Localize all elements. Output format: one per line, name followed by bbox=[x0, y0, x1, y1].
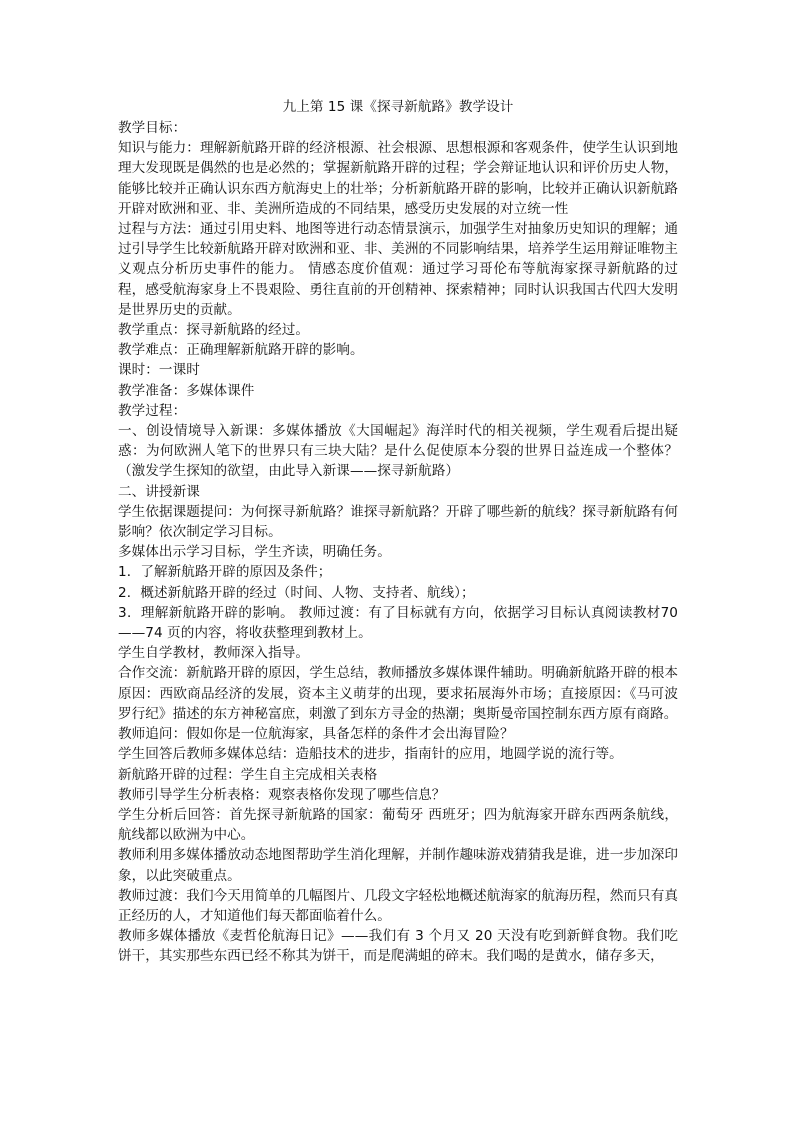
paragraph-cooperation: 合作交流：新航路开辟的原因，学生总结，教师播放多媒体课件辅助。明确新航路开辟的根本原因：西欧商品经济的发展，资本主义萌芽的出现，要求拓展海外市场；直接原因：《马可波罗行纪》描述的东方神秘富庶，刺激了到东方寻金的热潮；奥斯曼帝国控制东西方原有商路。 bbox=[118, 665, 678, 722]
paragraph-teacher-transition: 教师过渡：我们今天用简单的几幅图片、几段文字轻松地概述航海家的航海历程，然而只有真正经历的人，才知道他们每天都面临着什么。 bbox=[118, 887, 678, 924]
paragraph-teacher-question: 教师追问：假如你是一位航海家，具备怎样的条件才会出海冒险？ bbox=[118, 726, 514, 743]
paragraph-route-process: 新航路开辟的过程：学生自主完成相关表格 bbox=[118, 766, 378, 783]
paragraph-knowledge-ability: 知识与能力：理解新航路开辟的经济根源、社会根源、思想根源和客观条件，使学生认识到地理大发现既是偶然的也是必然的；掌握新航路开辟的过程；学会辩证地认识和评价历史人物，能够比较并正确认识东西方航海史上的壮举；分析新航路开辟的影响，比较并正确认识新航路开辟对欧洲和亚、非、美洲所造成的不同结果，感受历史发展的对立统一性 bbox=[118, 140, 678, 217]
list-item-3: 3．理解新航路开辟的影响。 教师过渡：有了目标就有方向，依据学习目标认真阅读教材70——74 页的内容，将收获整理到教材上。 bbox=[118, 604, 678, 642]
paragraph-key-point: 教学重点：探寻新航路的经过。 bbox=[118, 322, 310, 339]
paragraph-objectives-heading: 教学目标： bbox=[118, 120, 187, 136]
paragraph-preparation: 教学准备：多媒体课件 bbox=[118, 382, 255, 399]
paragraph-show-objectives: 多媒体出示学习目标，学生齐读，明确任务。 bbox=[118, 544, 391, 561]
paragraph-process-method: 过程与方法：通过引用史料、地图等进行动态情景演示，加强学生对抽象历史知识的理解；通过引导学生比较新航路开辟对欧洲和亚、非、美洲的不同影响结果，培养学生运用辩证唯物主义观点分析历史事件的能力。 情感态度价值观：通过学习哥伦布等航海家探寻新航路的过程，感受航海家身上不畏艰险、勇往直前的开创精神、探索精神；同时认识我国古代四大发明是世界历史的贡献。 bbox=[118, 221, 678, 318]
paragraph-dynamic-map: 教师利用多媒体播放动态地图帮助学生消化理解，并制作趣味游戏猜猜我是谁，进一步加深印象，以此突破重点。 bbox=[118, 847, 678, 884]
document-page bbox=[118, 96, 678, 967]
paragraph-section-two: 二、讲授新课 bbox=[118, 483, 200, 500]
document-title: 九上第 15 课《探寻新航路》教学设计 bbox=[282, 99, 514, 115]
paragraph-table-analysis: 教师引导学生分析表格：观察表格你发现了哪些信息？ bbox=[118, 786, 446, 803]
paragraph-difficult-point: 教学难点：正确理解新航路开辟的影响。 bbox=[118, 342, 364, 359]
paragraph-student-questions: 学生依据课题提问：为何探寻新航路？谁探寻新航路？开辟了哪些新的航线？探寻新航路有何影响？依次制定学习目标。 bbox=[118, 503, 678, 541]
list-item-1: 1．了解新航路开辟的原因及条件； bbox=[118, 564, 332, 581]
paragraph-magellan-diary: 教师多媒体播放《麦哲伦航海日记》——我们有 3 个月又 20 天没有吃到新鲜食物。我们吃饼干，其实那些东西已经不称其为饼干，而是爬满蛆的碎末。我们喝的是黄水，储存多天， bbox=[118, 928, 678, 965]
list-item-2: 2．概述新航路开辟的经过（时间、人物、支持者、航线）； bbox=[118, 584, 475, 601]
paragraph-student-answer: 学生分析后回答：首先探寻新航路的国家：葡萄牙 西班牙；四为航海家开辟东西两条航线，航线都以欧洲为中心。 bbox=[118, 806, 678, 844]
paragraph-self-study: 学生自学教材，教师深入指导。 bbox=[118, 645, 310, 662]
paragraph-teacher-summary: 学生回答后教师多媒体总结：造船技术的进步，指南针的应用，地圆学说的流行等。 bbox=[118, 746, 623, 763]
paragraph-class-hours: 课时：一课时 bbox=[118, 362, 200, 379]
paragraph-section-one: 一、创设情境导入新课：多媒体播放《大国崛起》海洋时代的相关视频，学生观看后提出疑惑：为何欧洲人笔下的世界只有三块大陆？是什么促使原本分裂的世界日益连成一个整体？（激发学生探知的欲望，由此导入新课——探寻新航路） bbox=[118, 423, 678, 480]
paragraph-process-heading: 教学过程： bbox=[118, 402, 187, 419]
